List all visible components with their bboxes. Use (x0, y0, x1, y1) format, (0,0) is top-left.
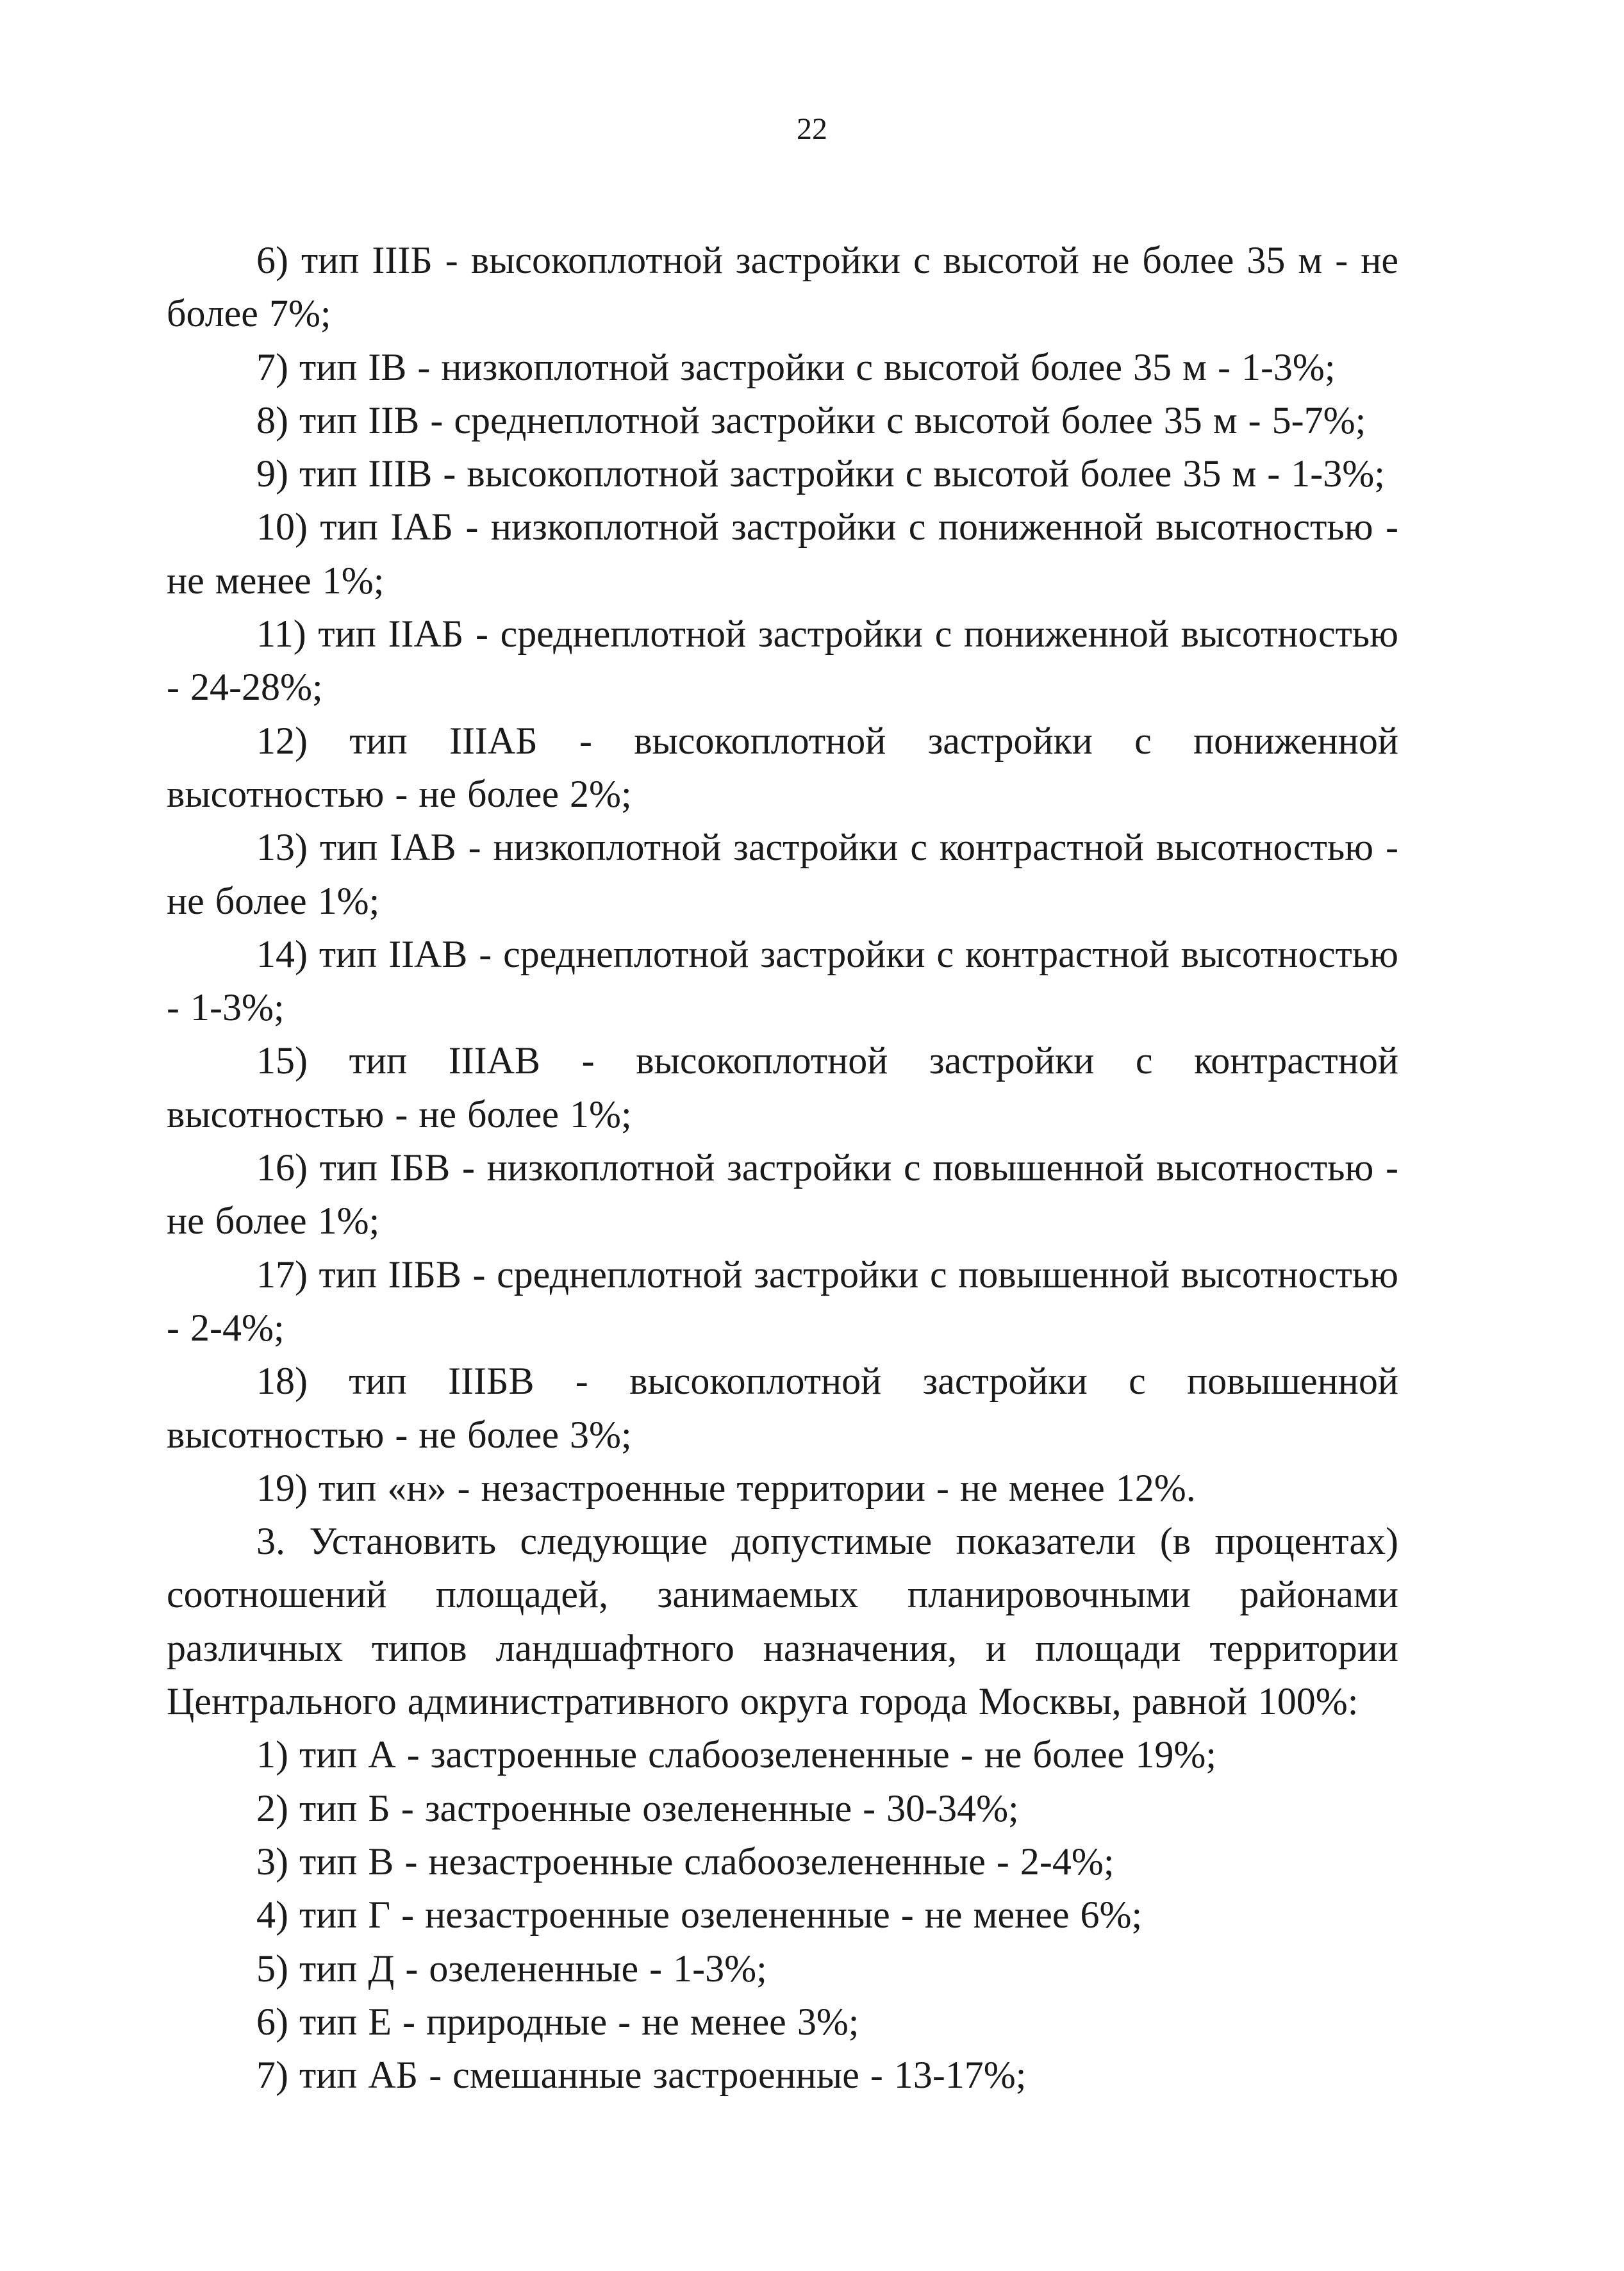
list-item: 6) тип Е - природные - не менее 3%; (256, 2000, 859, 2043)
list-item: 14) тип IIАВ - среднеплотной застройки с контрастной высотностью - 1-3%; (167, 932, 1398, 1029)
list-item: 3) тип В - незастроенные слабоозелененные - 2-4%; (256, 1840, 1114, 1883)
list-item: 5) тип Д - озелененные - 1-3%; (256, 1947, 767, 1990)
list-item: 8) тип IIВ - среднеплотной застройки с высотой более 35 м - 5-7%; (256, 399, 1366, 442)
document-body (167, 234, 1398, 2102)
list-item: 15) тип IIIАВ - высокоплотной застройки с контрастной высотностью - не более 1%; (167, 1039, 1398, 1136)
list-item: 11) тип IIАБ - среднеплотной застройки с пониженной высотностью - 24-28%; (167, 613, 1398, 709)
list-item: 4) тип Г - незастроенные озелененные - не менее 6%; (256, 1894, 1143, 1937)
list-item: 10) тип IАБ - низкоплотной застройки с пониженной высотностью - не менее 1%; (167, 506, 1398, 602)
list-item: 17) тип IIБВ - среднеплотной застройки с повышенной высотностью - 2-4%; (167, 1253, 1398, 1349)
list-item: 19) тип «н» - незастроенные территории - не менее 12%. (256, 1466, 1196, 1509)
list-item: 13) тип IАВ - низкоплотной застройки с контрастной высотностью - не более 1%; (167, 826, 1398, 922)
list-item: 18) тип IIIБВ - высокоплотной застройки с повышенной высотностью - не более 3%; (167, 1360, 1398, 1456)
list-item: 16) тип IБВ - низкоплотной застройки с повышенной высотностью - не более 1%; (167, 1146, 1398, 1243)
list-item: 1) тип А - застроенные слабоозелененные - не более 19%; (256, 1733, 1217, 1776)
list-item: 9) тип IIIВ - высокоплотной застройки с высотой более 35 м - 1-3%; (256, 452, 1385, 495)
list-item: 2) тип Б - застроенные озелененные - 30-34%; (256, 1787, 1019, 1829)
list-item: 6) тип IIIБ - высокоплотной застройки с высотой не более 35 м - не более 7%; (167, 239, 1398, 335)
list-item: 7) тип IВ - низкоплотной застройки с высотой более 35 м - 1-3%; (256, 345, 1336, 388)
section-paragraph: 3. Установить следующие допустимые показатели (в процентах) соотношений площадей, занимаемых планировочными районами различных типов ландшафтного назначения, и площади территории Центрального административного округа города Москвы, равной 100%: (167, 1520, 1398, 1723)
list-item: 12) тип IIIАБ - высокоплотной застройки с пониженной высотностью - не более 2%; (167, 719, 1398, 815)
page-number: 22 (797, 112, 827, 146)
list-item: 7) тип АБ - смешанные застроенные - 13-17%; (256, 2054, 1027, 2097)
